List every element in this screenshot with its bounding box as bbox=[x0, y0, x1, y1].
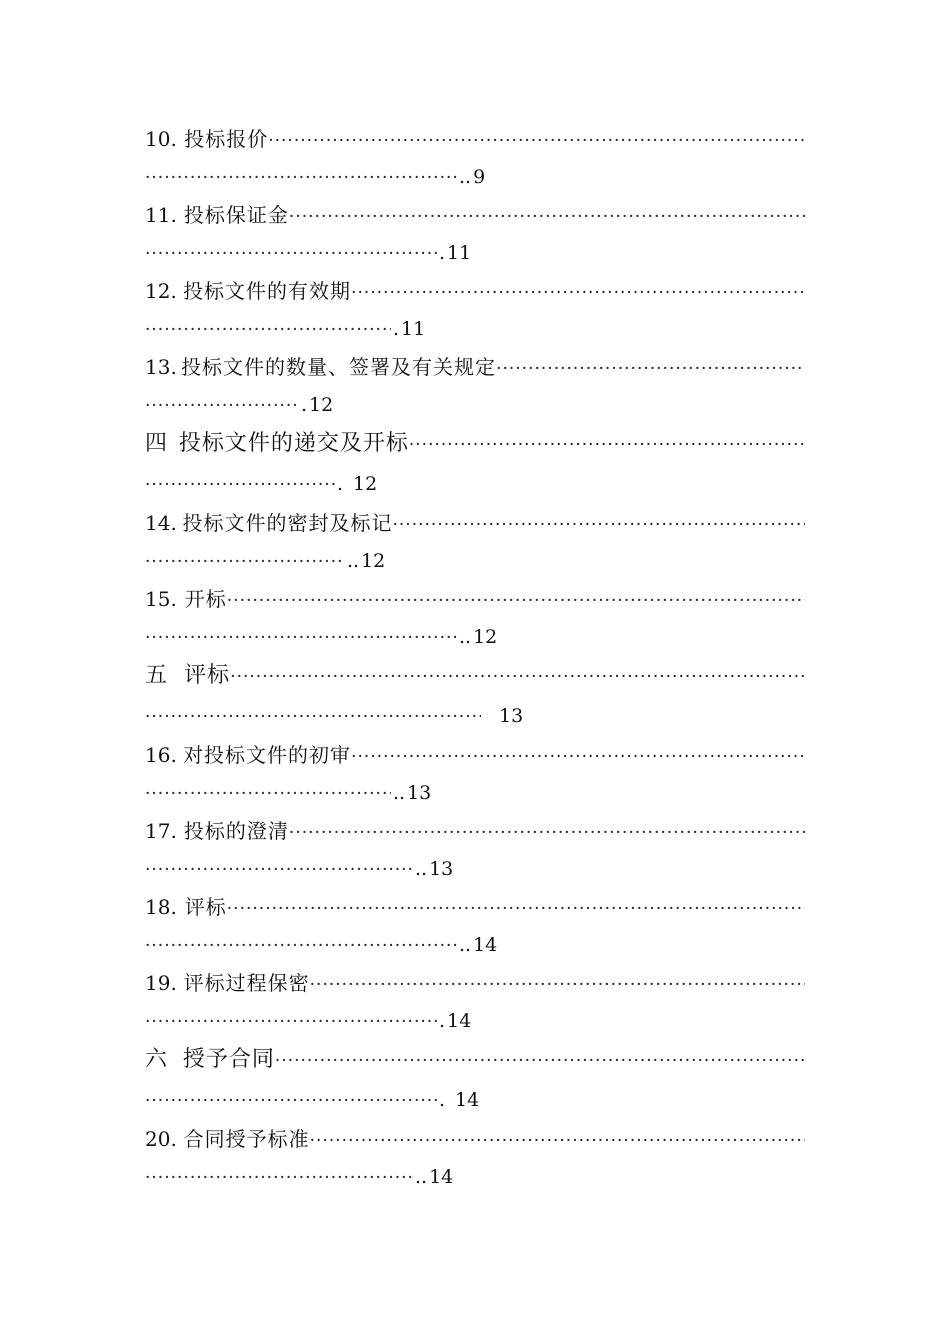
toc-entry[interactable] bbox=[145, 504, 805, 580]
toc-entry-continuation bbox=[145, 696, 805, 736]
page-number: 13 bbox=[407, 782, 432, 804]
toc-entry-continuation bbox=[145, 1158, 805, 1196]
entry-number: 12. bbox=[145, 279, 177, 303]
entry-number: 10. bbox=[145, 127, 177, 151]
dot-leader bbox=[393, 506, 806, 542]
entry-title: 授予合同 bbox=[182, 1047, 275, 1072]
toc-entry-line bbox=[145, 964, 805, 1002]
page-number: 12 bbox=[361, 550, 386, 572]
toc-entry-line bbox=[145, 348, 805, 386]
leader-suffix: .. bbox=[415, 858, 428, 880]
dot-leader bbox=[351, 738, 805, 774]
page-number: 13 bbox=[499, 705, 524, 727]
toc-entry-line bbox=[145, 1040, 805, 1080]
leader-suffix: .. bbox=[459, 166, 472, 188]
toc-entry[interactable] bbox=[145, 120, 805, 196]
page-number: 14 bbox=[455, 1089, 480, 1111]
dot-leader bbox=[145, 697, 481, 736]
dot-leader bbox=[145, 1081, 437, 1120]
toc-entry-continuation bbox=[145, 158, 805, 196]
page-number: 9 bbox=[473, 166, 486, 188]
leader-suffix: .. bbox=[415, 1166, 428, 1188]
dot-leader bbox=[145, 1003, 437, 1040]
entry-title: 评标 bbox=[184, 663, 231, 688]
entry-title: 投标文件的数量、签署及有关规定 bbox=[181, 355, 497, 379]
dot-leader bbox=[145, 465, 335, 504]
toc-section[interactable] bbox=[145, 656, 805, 736]
dot-leader bbox=[275, 1041, 805, 1080]
toc-entry-line bbox=[145, 424, 805, 464]
dot-leader bbox=[145, 387, 299, 424]
toc-entry[interactable] bbox=[145, 580, 805, 656]
toc-entry-continuation bbox=[145, 850, 805, 888]
page-number: 11 bbox=[401, 318, 426, 340]
toc-entry-continuation bbox=[145, 926, 805, 964]
toc-entry[interactable] bbox=[145, 1120, 805, 1196]
leader-suffix: . bbox=[337, 473, 344, 495]
dot-leader bbox=[145, 851, 413, 888]
entry-title: 合同授予标准 bbox=[183, 1127, 310, 1151]
dot-leader bbox=[145, 543, 345, 580]
toc-entry-line bbox=[145, 888, 805, 926]
toc-entry-continuation bbox=[145, 618, 805, 656]
toc-entry-continuation bbox=[145, 464, 805, 504]
toc-entry-line bbox=[145, 120, 805, 158]
toc-entry-continuation bbox=[145, 1002, 805, 1040]
toc-entry-line bbox=[145, 812, 805, 850]
table-of-contents bbox=[145, 120, 805, 1196]
page-number: 12 bbox=[309, 394, 334, 416]
leader-suffix: . bbox=[439, 1010, 446, 1032]
toc-entry-line bbox=[145, 580, 805, 618]
page-number: 13 bbox=[429, 858, 454, 880]
dot-leader bbox=[409, 425, 805, 464]
toc-entry-continuation bbox=[145, 774, 805, 812]
leader-suffix: .. bbox=[459, 626, 472, 648]
leader-suffix: . bbox=[301, 394, 308, 416]
toc-entry-continuation bbox=[145, 542, 805, 580]
toc-entry[interactable] bbox=[145, 964, 805, 1040]
toc-entry-line bbox=[145, 736, 805, 774]
section-number: 五 bbox=[145, 663, 168, 688]
leader-suffix: .. bbox=[393, 782, 406, 804]
entry-number: 18. bbox=[145, 895, 177, 919]
toc-section[interactable] bbox=[145, 1040, 805, 1120]
toc-section[interactable] bbox=[145, 424, 805, 504]
page-number: 14 bbox=[447, 1010, 472, 1032]
dot-leader bbox=[145, 619, 457, 656]
dot-leader bbox=[289, 814, 805, 850]
entry-number: 15. bbox=[145, 587, 177, 611]
entry-number: 16. bbox=[145, 743, 177, 767]
toc-entry-line bbox=[145, 504, 805, 542]
page-number: 11 bbox=[447, 242, 472, 264]
dot-leader bbox=[145, 1159, 413, 1196]
entry-number: 14. bbox=[145, 511, 177, 535]
leader-suffix: .. bbox=[459, 934, 472, 956]
page-number: 12 bbox=[353, 473, 378, 495]
toc-entry-line bbox=[145, 656, 805, 696]
dot-leader bbox=[310, 1122, 805, 1158]
leader-suffix: . bbox=[439, 242, 446, 264]
entry-number: 20. bbox=[145, 1127, 177, 1151]
toc-entry[interactable] bbox=[145, 348, 805, 424]
entry-title: 投标的澄清 bbox=[183, 819, 289, 843]
entry-title: 评标过程保密 bbox=[183, 971, 310, 995]
toc-entry-line bbox=[145, 272, 805, 310]
entry-title: 投标报价 bbox=[184, 127, 269, 151]
toc-entry[interactable] bbox=[145, 812, 805, 888]
entry-title: 投标文件的递交及开标 bbox=[178, 431, 409, 456]
toc-entry-continuation bbox=[145, 234, 805, 272]
entry-number: 19. bbox=[145, 971, 177, 995]
dot-leader bbox=[268, 122, 805, 158]
entry-title: 投标文件的密封及标记 bbox=[182, 511, 393, 535]
toc-entry-continuation bbox=[145, 310, 805, 348]
toc-entry-continuation bbox=[145, 1080, 805, 1120]
dot-leader bbox=[496, 350, 805, 386]
toc-entry-continuation bbox=[145, 386, 805, 424]
dot-leader bbox=[227, 582, 805, 618]
page-number: 14 bbox=[473, 934, 498, 956]
entry-title: 投标保证金 bbox=[183, 203, 289, 227]
entry-number: 11. bbox=[145, 203, 177, 227]
section-number: 六 bbox=[145, 1047, 168, 1072]
dot-leader bbox=[310, 966, 805, 1002]
dot-leader bbox=[145, 311, 391, 348]
entry-title: 投标文件的有效期 bbox=[183, 279, 352, 303]
dot-leader bbox=[289, 198, 805, 234]
dot-leader bbox=[145, 927, 457, 964]
page-number: 14 bbox=[429, 1166, 454, 1188]
dot-leader bbox=[145, 159, 457, 196]
dot-leader bbox=[230, 657, 805, 696]
toc-entry-line bbox=[145, 196, 805, 234]
entry-number: 17. bbox=[145, 819, 177, 843]
dot-leader bbox=[145, 235, 437, 272]
entry-title: 开标 bbox=[184, 587, 227, 611]
dot-leader bbox=[227, 890, 805, 926]
toc-entry-line bbox=[145, 1120, 805, 1158]
leader-suffix: . bbox=[439, 1089, 446, 1111]
toc-entry[interactable] bbox=[145, 272, 805, 348]
toc-entry[interactable] bbox=[145, 196, 805, 272]
entry-number: 13. bbox=[145, 355, 177, 379]
leader-suffix: .. bbox=[347, 550, 360, 572]
entry-title: 评标 bbox=[184, 895, 227, 919]
dot-leader bbox=[351, 274, 805, 310]
dot-leader bbox=[145, 775, 391, 812]
toc-entry[interactable] bbox=[145, 736, 805, 812]
page-number: 12 bbox=[473, 626, 498, 648]
entry-title: 对投标文件的初审 bbox=[183, 743, 352, 767]
toc-entry[interactable] bbox=[145, 888, 805, 964]
section-number: 四 bbox=[145, 431, 168, 456]
leader-suffix: . bbox=[393, 318, 400, 340]
